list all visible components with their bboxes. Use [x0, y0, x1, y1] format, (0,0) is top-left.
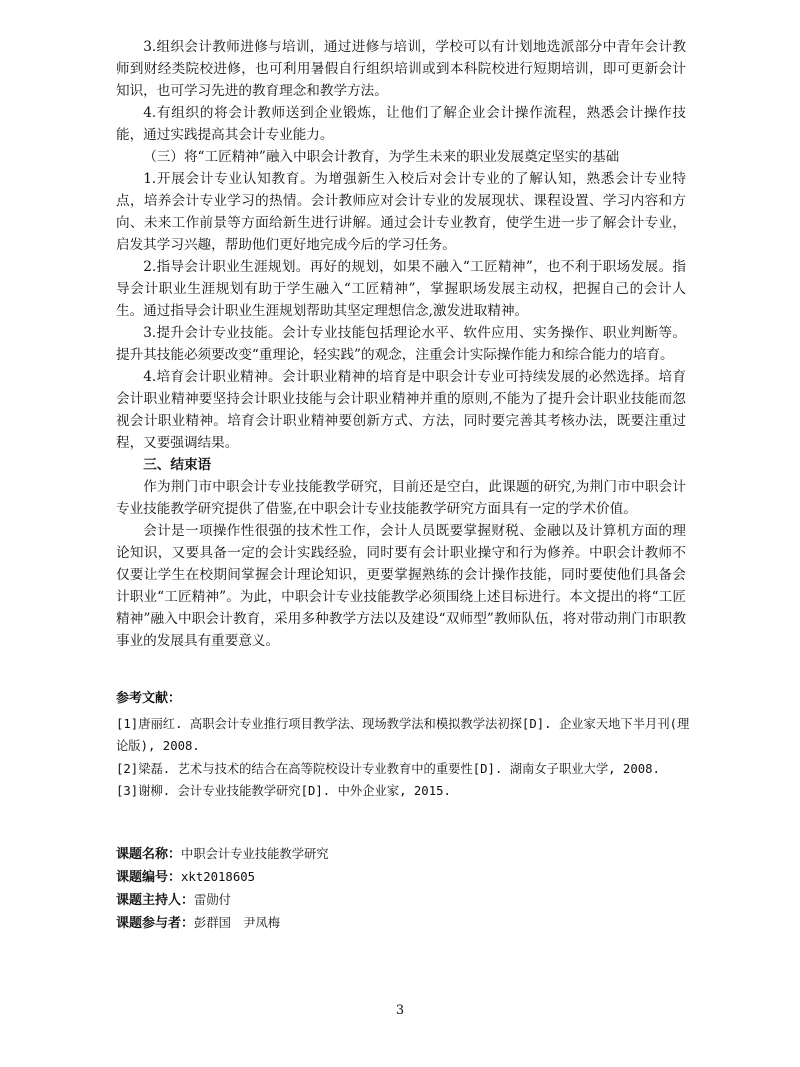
- project-name-label: 课题名称：: [116, 847, 182, 862]
- project-members-value: 彭群国 尹凤梅: [194, 916, 281, 930]
- paragraph: 作为荆门市中职会计专业技能教学研究，目前还是空白，此课题的研究,为荆门市中职会计专业技能教学研究提供了借鉴,在中职会计专业技能教学研究方面具有一定的学术价值。: [116, 479, 686, 517]
- references-heading: 参考文献：: [116, 691, 182, 706]
- project-host-row: [116, 889, 696, 912]
- project-members-label: 课题参与者：: [116, 916, 195, 931]
- paragraph: 1.开展会计专业认知教育。为增强新生入校后对会计专业的了解认知，熟悉会计专业特点，培养会计专业学习的热情。会计教师应对会计专业的发展现状、课程设置、学习内容和方向、未来工作前景等方面给新生进行讲解。通过会计专业教育，使学生进一步了解会计专业，启发其学习兴趣，帮助他们更好地完成今后的学习任务。: [116, 171, 686, 253]
- paragraph: 4.培育会计职业精神。会计职业精神的培育是中职会计专业可持续发展的必然选择。培育会计职业精神要坚持会计职业技能与会计职业精神并重的原则,不能为了提升会计职业技能而忽视会计职业精神。培育会计职业精神要创新方式、方法，同时要完善其考核办法，既要注重过程，又要强调结果。: [116, 369, 686, 451]
- project-host-value: 雷勋付: [194, 893, 231, 907]
- project-name-value: 中职会计专业技能教学研究: [181, 847, 329, 861]
- project-host-label: 课题主持人：: [116, 893, 195, 908]
- reference-item: [3]谢柳. 会计专业技能教学研究[D]. 中外企业家, 2015.: [116, 784, 451, 798]
- reference-item: [2]梁磊. 艺术与技术的结合在高等院校设计专业教育中的重要性[D]. 湖南女子职业大学, 2008.: [116, 761, 660, 776]
- paragraph: 2.指导会计职业生涯规划。再好的规划，如果不融入“工匠精神”，也不利于职场发展。指导会计职业生涯规划有助于学生融入“工匠精神”，掌握职场发展主动权，把握自己的会计人生。通过指导会计职业生涯规划帮助其坚定理想信念,激发进取精神。: [116, 259, 686, 319]
- project-code-label: 课题编号：: [116, 870, 182, 885]
- project-name-row: [116, 843, 696, 866]
- reference-item: [1]唐丽红. 高职会计专业推行项目教学法、现场教学法和模拟教学法初探[D]. 企业家天地下半月刊(理论版), 2008.: [116, 716, 690, 753]
- conclusion-heading: 三、结束语: [143, 457, 212, 473]
- project-code-value: xkt2018605: [181, 870, 256, 884]
- project-members-row: [116, 912, 696, 935]
- project-code-row: [116, 866, 696, 889]
- paragraph: 3.提升会计专业技能。会计专业技能包括理论水平、软件应用、实务操作、职业判断等。提升其技能必须要改变“重理论，轻实践”的观念，注重会计实际操作能力和综合能力的培育。: [116, 325, 686, 363]
- page-number: 3: [395, 1003, 405, 1018]
- paragraph: 4.有组织的将会计教师送到企业锻炼，让他们了解企业会计操作流程，熟悉会计操作技能，通过实践提高其会计专业能力。: [116, 105, 686, 143]
- body-text: [116, 36, 686, 652]
- paragraph: 3.组织会计教师进修与培训，通过进修与培训，学校可以有计划地选派部分中青年会计教师到财经类院校进修，也可利用暑假自行组织培训或到本科院校进行短期培训，即可更新会计知识，也可学习先进的教育理念和教学方法。: [116, 39, 686, 99]
- project-info: [116, 843, 696, 935]
- references-section: [116, 688, 696, 803]
- paragraph: 会计是一项操作性很强的技术性工作，会计人员既要掌握财税、金融以及计算机方面的理论知识，又要具备一定的会计实践经验，同时要有会计职业操守和行为修养。中职会计教师不仅要让学生在校期间掌握会计理论知识，更要掌握熟练的会计操作技能，同时要使他们具备会计职业“工匠精神”。为此，中职会计专业技能教学必须围绕上述目标进行。本文提出的将“工匠精神”融入中职会计教育，采用多种教学方法以及建设“双师型”教师队伍，将对带动荆门市职教事业的发展具有重要意义。: [116, 523, 686, 649]
- section-heading: （三）将“工匠精神”融入中职会计教育，为学生未来的职业发展奠定坚实的基础: [143, 149, 620, 165]
